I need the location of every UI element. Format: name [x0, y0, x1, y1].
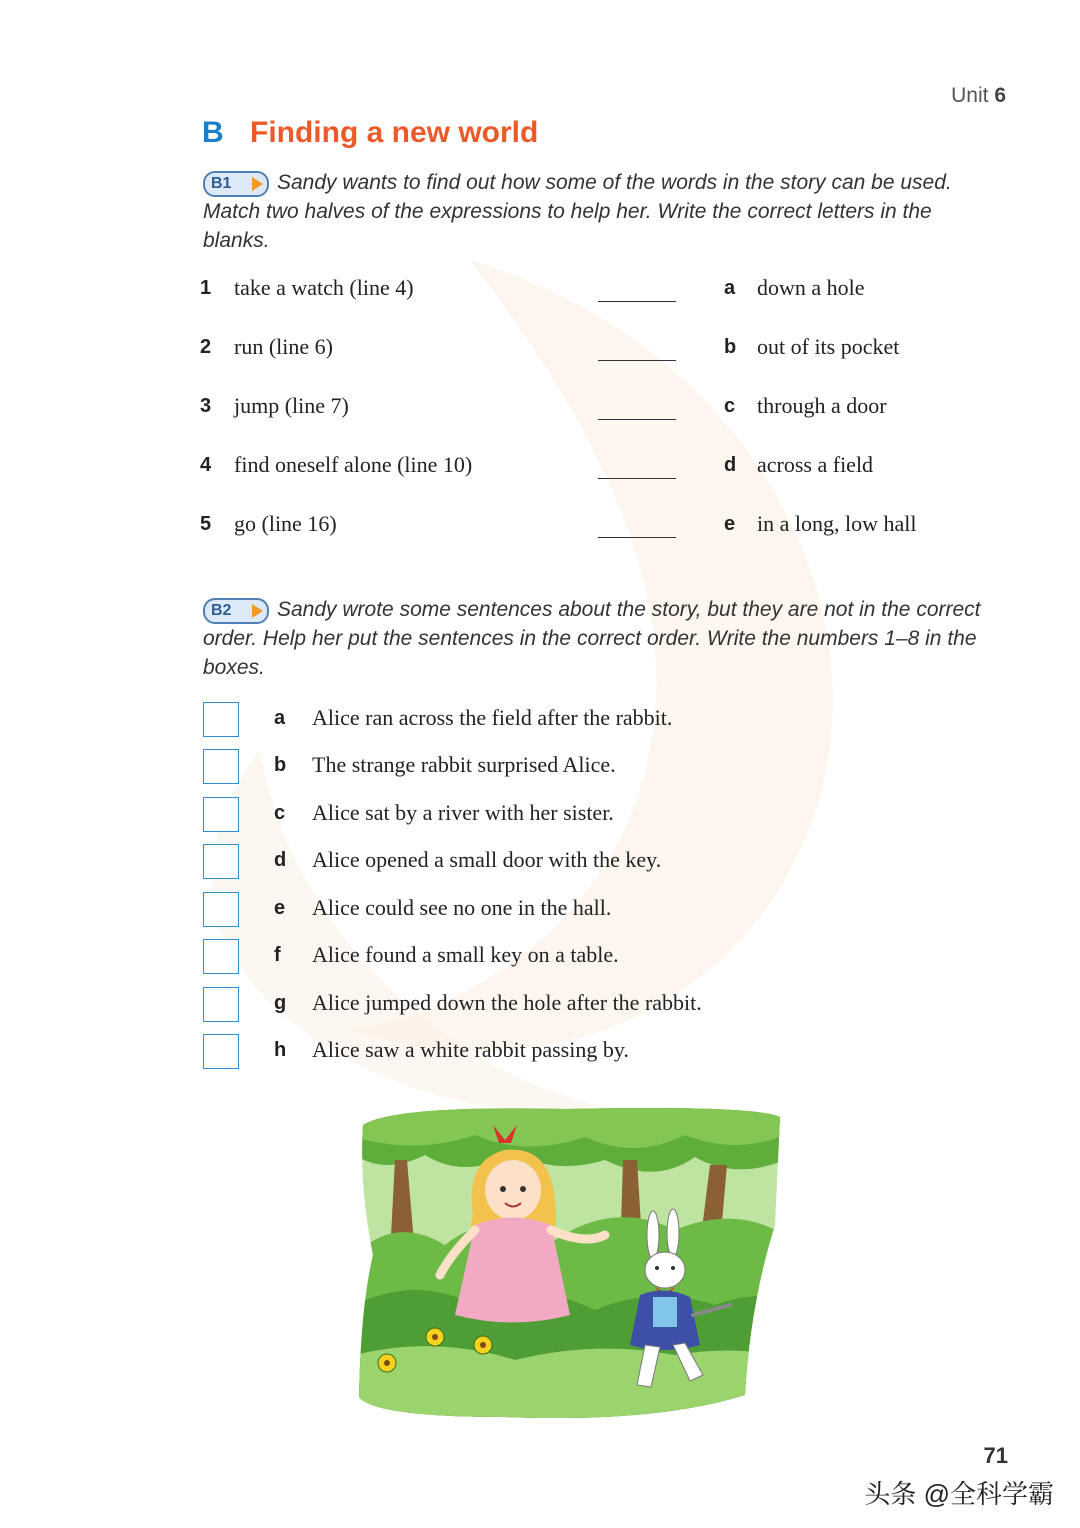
b1-instruction: Sandy wants to find out how some of the words in the story can be used. Match two halves of the expressions to help her. Write the correct letters in the blanks.	[203, 171, 952, 252]
alice-rabbit-illustration	[355, 1105, 785, 1420]
order-row	[203, 939, 1003, 977]
match-letter: a	[724, 277, 736, 299]
order-letter: e	[274, 897, 286, 919]
match-left-text: find oneself alone (line 10)	[234, 452, 473, 477]
match-right-text: through a door	[757, 393, 887, 418]
b1-instruction-block	[203, 168, 1003, 255]
unit-text: Unit	[951, 84, 989, 107]
order-letter: g	[274, 992, 287, 1014]
b2-instruction: Sandy wrote some sentences about the story, but they are not in the correct order. Help her put the sentences in the correct order. Write the numbers 1–8 in the boxes.	[203, 598, 981, 679]
match-row	[200, 275, 1000, 305]
order-letter: d	[274, 849, 287, 871]
source-watermark: 头条 @全科学霸	[864, 1479, 1054, 1509]
match-row	[200, 334, 1000, 364]
play-arrow-icon	[252, 177, 263, 191]
match-left-text: run (line 6)	[234, 334, 333, 359]
order-text: Alice jumped down the hole after the rabbit.	[312, 990, 702, 1015]
play-arrow-icon	[252, 604, 263, 618]
match-number: 3	[200, 395, 212, 417]
order-text: Alice sat by a river with her sister.	[312, 800, 614, 825]
order-letter: b	[274, 754, 287, 776]
answer-blank[interactable]	[598, 537, 676, 538]
order-row	[203, 892, 1003, 930]
answer-blank[interactable]	[598, 478, 676, 479]
answer-box[interactable]	[203, 844, 239, 879]
match-right-text: in a long, low hall	[757, 511, 917, 536]
match-number: 5	[200, 513, 212, 535]
order-row	[203, 987, 1003, 1025]
order-text: The strange rabbit surprised Alice.	[312, 752, 616, 777]
unit-label	[951, 84, 1006, 108]
match-row	[200, 452, 1000, 482]
order-letter: h	[274, 1039, 287, 1061]
answer-box[interactable]	[203, 987, 239, 1022]
b2-badge: B2	[203, 598, 269, 624]
match-right-text: down a hole	[757, 275, 865, 300]
order-text: Alice found a small key on a table.	[312, 942, 619, 967]
order-text: Alice opened a small door with the key.	[312, 847, 662, 872]
match-left-text: take a watch (line 4)	[234, 275, 414, 300]
match-left-text: go (line 16)	[234, 511, 337, 536]
match-letter: b	[724, 336, 737, 358]
order-row	[203, 1034, 1003, 1072]
answer-box[interactable]	[203, 939, 239, 974]
section-title: Finding a new world	[250, 116, 539, 149]
answer-box[interactable]	[203, 1034, 239, 1069]
b1-badge: B1	[203, 171, 269, 197]
section-letter: B	[202, 116, 224, 149]
order-letter: a	[274, 707, 286, 729]
match-letter: e	[724, 513, 736, 535]
match-letter: d	[724, 454, 737, 476]
answer-box[interactable]	[203, 702, 239, 737]
match-left-text: jump (line 7)	[234, 393, 349, 418]
order-text: Alice ran across the field after the rabbit.	[312, 705, 673, 730]
order-row	[203, 844, 1003, 882]
answer-blank[interactable]	[598, 360, 676, 361]
b2-instruction-block	[203, 595, 1003, 682]
order-text: Alice could see no one in the hall.	[312, 895, 612, 920]
match-number: 2	[200, 336, 212, 358]
match-number: 1	[200, 277, 212, 299]
unit-number: 6	[994, 84, 1006, 107]
order-letter: c	[274, 802, 286, 824]
page-number: 71	[983, 1443, 1008, 1468]
match-number: 4	[200, 454, 212, 476]
answer-blank[interactable]	[598, 419, 676, 420]
match-row	[200, 511, 1000, 541]
match-letter: c	[724, 395, 736, 417]
order-row	[203, 749, 1003, 787]
match-right-text: across a field	[757, 452, 874, 477]
match-row	[200, 393, 1000, 423]
answer-blank[interactable]	[598, 301, 676, 302]
order-row	[203, 797, 1003, 835]
order-row	[203, 702, 1003, 740]
answer-box[interactable]	[203, 749, 239, 784]
answer-box[interactable]	[203, 892, 239, 927]
order-text: Alice saw a white rabbit passing by.	[312, 1037, 629, 1062]
match-right-text: out of its pocket	[757, 334, 900, 359]
answer-box[interactable]	[203, 797, 239, 832]
order-letter: f	[274, 944, 281, 966]
